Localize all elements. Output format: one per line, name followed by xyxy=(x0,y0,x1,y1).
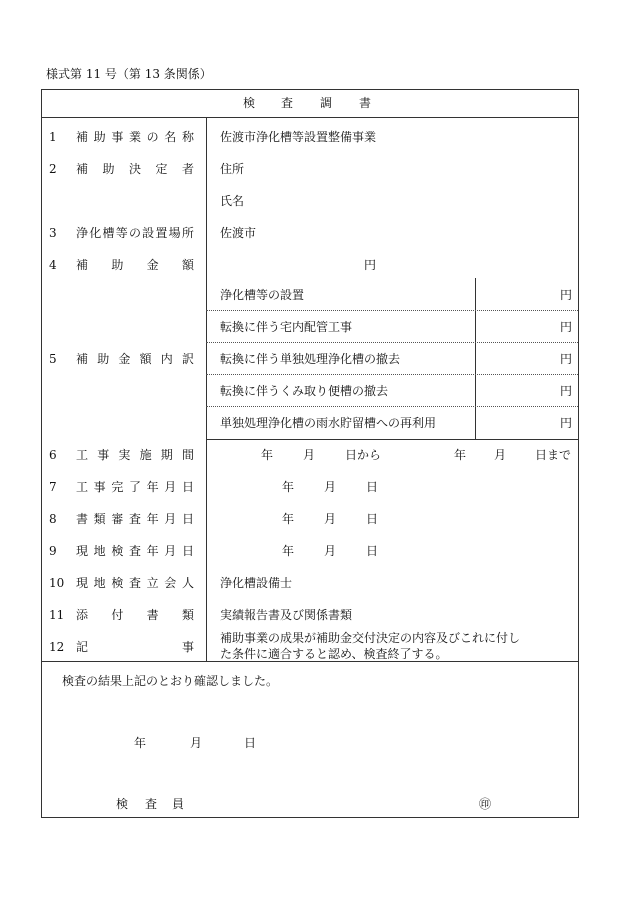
period-from-month: 月 xyxy=(303,448,316,462)
label-char: 補 xyxy=(76,130,89,144)
label-char: 補 xyxy=(76,258,89,272)
label-char: 了 xyxy=(128,480,141,494)
label-char: 額 xyxy=(181,258,194,272)
label-char: 査 xyxy=(128,576,141,590)
breakdown-item-unit: 円 xyxy=(560,416,573,430)
row-label xyxy=(76,513,194,525)
row-number: 2 xyxy=(49,162,57,176)
label-char: 記 xyxy=(76,640,89,654)
breakdown-item-label: 転換に伴う単独処理浄化槽の撤去 xyxy=(220,352,401,366)
name-label: 氏名 xyxy=(220,194,245,208)
label-char: 額 xyxy=(139,352,152,366)
date-year: 年 xyxy=(282,480,295,494)
label-char: 事 xyxy=(97,448,110,462)
label-char: 化 xyxy=(89,226,102,240)
row-label xyxy=(76,545,194,557)
installation-location-value: 佐渡市 xyxy=(220,226,257,240)
label-char: 施 xyxy=(139,448,152,462)
label-char: 査 xyxy=(128,512,141,526)
label-char: 工 xyxy=(76,448,89,462)
period-from-day: 日から xyxy=(345,448,382,462)
witness-value: 浄化槽設備士 xyxy=(220,576,293,590)
label-char: 者 xyxy=(181,162,194,176)
label-char: 年 xyxy=(146,544,159,558)
label-char: 立 xyxy=(146,576,159,590)
row-label xyxy=(76,131,194,143)
row-number: 5 xyxy=(49,352,57,366)
label-char: 設 xyxy=(142,226,155,240)
project-name-value: 佐渡市浄化槽等設置整備事業 xyxy=(220,130,377,144)
label-char: の xyxy=(146,130,159,144)
date-day: 日 xyxy=(366,544,379,558)
title-char: 調 xyxy=(320,96,333,110)
footer-date-day: 日 xyxy=(244,736,257,750)
breakdown-item-unit: 円 xyxy=(560,288,573,302)
label-char: 事 xyxy=(181,640,194,654)
period-from-year: 年 xyxy=(261,448,274,462)
title-char: 検 xyxy=(243,96,256,110)
breakdown-item-label: 単独処理浄化槽の雨水貯留槽への再利用 xyxy=(220,416,437,430)
label-char: 補 xyxy=(76,162,89,176)
date-year: 年 xyxy=(282,512,295,526)
confirmation-statement: 検査の結果上記のとおり確認しました。 xyxy=(62,674,279,688)
address-label: 住所 xyxy=(220,162,245,176)
row-label xyxy=(76,227,194,239)
row-number: 12 xyxy=(49,640,65,654)
title-char: 書 xyxy=(359,96,372,110)
label-char: 査 xyxy=(128,544,141,558)
label-char: 月 xyxy=(164,512,177,526)
label-char: 決 xyxy=(128,162,141,176)
label-char: 完 xyxy=(111,480,124,494)
label-char: 検 xyxy=(111,576,124,590)
label-char: 事 xyxy=(111,130,124,144)
date-day: 日 xyxy=(366,512,379,526)
row-number: 3 xyxy=(49,226,57,240)
row-label xyxy=(76,449,194,461)
row-label xyxy=(76,609,194,621)
label-char: 名 xyxy=(164,130,177,144)
breakdown-item-unit: 円 xyxy=(560,384,573,398)
label-char: 実 xyxy=(118,448,131,462)
label-char: 地 xyxy=(93,544,106,558)
date-month: 月 xyxy=(324,512,337,526)
label-char: 類 xyxy=(93,512,106,526)
row-number: 8 xyxy=(49,512,57,526)
row-number: 6 xyxy=(49,448,57,462)
label-char: 類 xyxy=(181,608,194,622)
label-char: 称 xyxy=(181,130,194,144)
row-number: 1 xyxy=(49,130,57,144)
breakdown-item-label: 転換に伴う宅内配管工事 xyxy=(220,320,353,334)
label-char: 年 xyxy=(146,512,159,526)
label-char: 浄 xyxy=(76,226,89,240)
label-char: 書 xyxy=(76,512,89,526)
row-label xyxy=(76,481,194,493)
remarks-line: た条件に適合すると認め、検査終了する。 xyxy=(220,647,448,661)
inspector-char: 査 xyxy=(145,797,158,811)
label-char: の xyxy=(128,226,141,240)
date-year: 年 xyxy=(282,544,295,558)
label-char: 付 xyxy=(111,608,124,622)
label-char: 月 xyxy=(164,480,177,494)
row-number: 10 xyxy=(49,576,65,590)
breakdown-item-label: 浄化槽等の設置 xyxy=(220,288,305,302)
seal-mark: ㊞ xyxy=(479,797,492,811)
row-label xyxy=(76,259,194,271)
row-number: 4 xyxy=(49,258,57,272)
label-char: 審 xyxy=(111,512,124,526)
label-char: 業 xyxy=(128,130,141,144)
label-char: 事 xyxy=(93,480,106,494)
period-to-month: 月 xyxy=(494,448,507,462)
label-char: 現 xyxy=(76,544,89,558)
remarks-line: 補助事業の成果が補助金交付決定の内容及びこれに付し xyxy=(220,631,521,645)
label-char: 補 xyxy=(76,352,89,366)
inspector-char: 検 xyxy=(116,797,129,811)
label-char: 工 xyxy=(76,480,89,494)
row-label xyxy=(76,353,194,365)
label-char: 地 xyxy=(93,576,106,590)
row-label xyxy=(76,577,194,589)
label-char: 場 xyxy=(168,226,181,240)
label-char: 助 xyxy=(102,162,115,176)
label-char: 置 xyxy=(155,226,168,240)
label-char: 間 xyxy=(181,448,194,462)
label-char: 金 xyxy=(146,258,159,272)
label-char: 添 xyxy=(76,608,89,622)
label-char: 現 xyxy=(76,576,89,590)
title-char: 査 xyxy=(281,96,294,110)
inspector-char: 員 xyxy=(172,797,185,811)
label-char: 検 xyxy=(111,544,124,558)
label-char: 年 xyxy=(146,480,159,494)
row-label xyxy=(76,641,194,653)
row-number: 11 xyxy=(49,608,65,622)
label-char: 金 xyxy=(118,352,131,366)
label-char: 定 xyxy=(155,162,168,176)
label-char: 会 xyxy=(164,576,177,590)
row-label xyxy=(76,163,194,175)
date-day: 日 xyxy=(366,480,379,494)
breakdown-item-unit: 円 xyxy=(560,320,573,334)
row-number: 7 xyxy=(49,480,57,494)
footer-date-year: 年 xyxy=(134,736,147,750)
date-month: 月 xyxy=(324,480,337,494)
label-char: 日 xyxy=(181,480,194,494)
subsidy-amount-unit: 円 xyxy=(364,258,377,272)
breakdown-item-unit: 円 xyxy=(560,352,573,366)
date-month: 月 xyxy=(324,544,337,558)
row-number: 9 xyxy=(49,544,57,558)
label-char: 日 xyxy=(181,544,194,558)
label-char: 等 xyxy=(115,226,128,240)
label-char: 書 xyxy=(146,608,159,622)
label-char: 助 xyxy=(97,352,110,366)
label-char: 槽 xyxy=(102,226,115,240)
label-char: 日 xyxy=(181,512,194,526)
form-number: 様式第 11 号（第 13 条関係） xyxy=(46,67,212,81)
label-char: 助 xyxy=(111,258,124,272)
label-char: 所 xyxy=(181,226,194,240)
label-char: 訳 xyxy=(181,352,194,366)
period-to-year: 年 xyxy=(454,448,467,462)
label-char: 内 xyxy=(160,352,173,366)
period-to-day: 日まで xyxy=(535,448,572,462)
label-char: 助 xyxy=(93,130,106,144)
label-char: 人 xyxy=(181,576,194,590)
label-char: 月 xyxy=(164,544,177,558)
label-char: 期 xyxy=(160,448,173,462)
attachments-value: 実績報告書及び関係書類 xyxy=(220,608,353,622)
breakdown-item-label: 転換に伴うくみ取り便槽の撤去 xyxy=(220,384,389,398)
footer-date-month: 月 xyxy=(190,736,203,750)
